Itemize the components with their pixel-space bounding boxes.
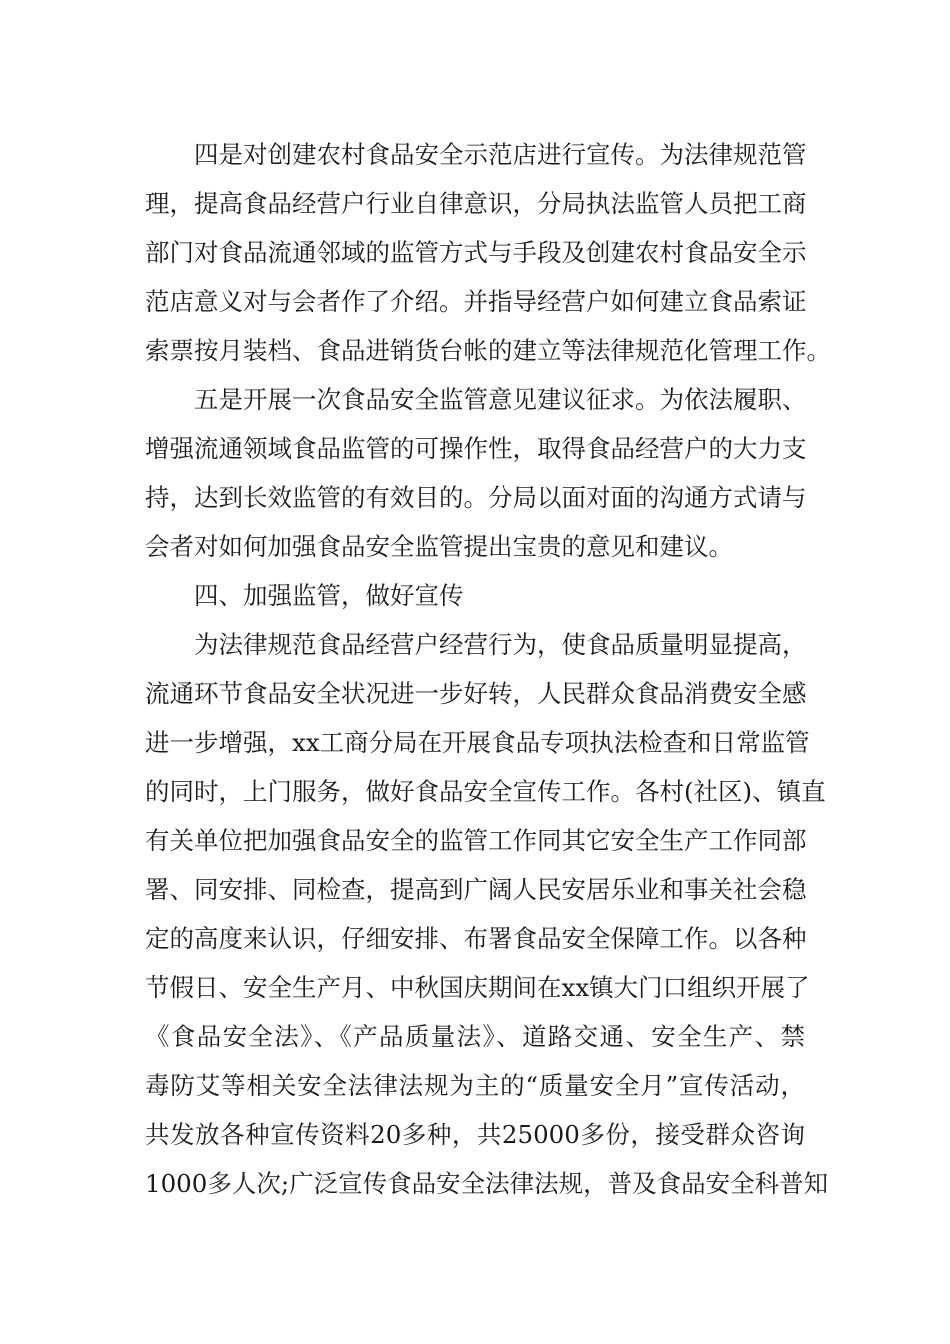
- text-line: 持，达到长效监管的有效目的。分局以面对面的沟通方式请与: [145, 483, 807, 512]
- text-line: 会者对如何加强食品安全监管提出宝贵的意见和建议。: [145, 532, 733, 561]
- paragraph-promotion-demo-stores: [145, 130, 831, 375]
- paragraph-opinion-solicitation: [145, 375, 805, 571]
- text-line: 共发放各种宣传资料20多种，共25000多份，接受群众咨询: [145, 1120, 805, 1149]
- text-line: 流通环节食品安全状况进一步好转，人民群众食品消费安全感: [145, 679, 807, 708]
- text-line: 范店意义对与会者作了介绍。并指导经营户如何建立食品索证: [145, 287, 807, 316]
- section-heading-text: 四、加强监管，做好宣传: [194, 581, 464, 610]
- text-line: 四是对创建农村食品安全示范店进行宣传。为法律规范管: [194, 140, 807, 169]
- text-line: 毒防艾等相关安全法律法规为主的“质量安全月”宣传活动，: [145, 1071, 805, 1100]
- text-line: 理，提高食品经营户行业自律意识，分局执法监管人员把工商: [145, 189, 807, 218]
- section-heading: [145, 571, 805, 620]
- text-line: 节假日、安全生产月、中秋国庆期间在xx镇大门口组织开展了: [145, 973, 810, 1002]
- paragraph-supervision-publicity: [145, 620, 829, 1208]
- text-line: 进一步增强，xx工商分局在开展食品专项执法检查和日常监管: [145, 728, 810, 757]
- text-line: 有关单位把加强食品安全的监管工作同其它安全生产工作同部: [145, 826, 807, 855]
- text-line: 署、同安排、同检查，提高到广阔人民安居乐业和事关社会稳: [145, 875, 807, 904]
- text-line: 索票按月装档、食品进销货台帐的建立等法律规范化管理工作。: [145, 336, 831, 365]
- text-line: 的同时，上门服务，做好食品安全宣传工作。各村(社区)、镇直: [145, 777, 826, 806]
- text-line: 部门对食品流通邻域的监管方式与手段及创建农村食品安全示: [145, 238, 807, 267]
- text-line: 五是开展一次食品安全监管意见建议征求。为依法履职、: [194, 385, 807, 414]
- text-line: 《食品安全法》、《产品质量法》、道路交通、安全生产、禁: [145, 1022, 805, 1051]
- text-line: 定的高度来认识，仔细安排、布署食品安全保障工作。以各种: [145, 924, 807, 953]
- text-line: 为法律规范食品经营户经营行为，使食品质量明显提高，: [194, 630, 807, 659]
- text-line: 1000多人次;广泛宣传食品安全法律法规，普及食品安全科普知: [145, 1169, 829, 1198]
- document-body: [145, 130, 831, 1208]
- text-line: 增强流通领域食品监管的可操作性，取得食品经营户的大力支: [145, 434, 807, 463]
